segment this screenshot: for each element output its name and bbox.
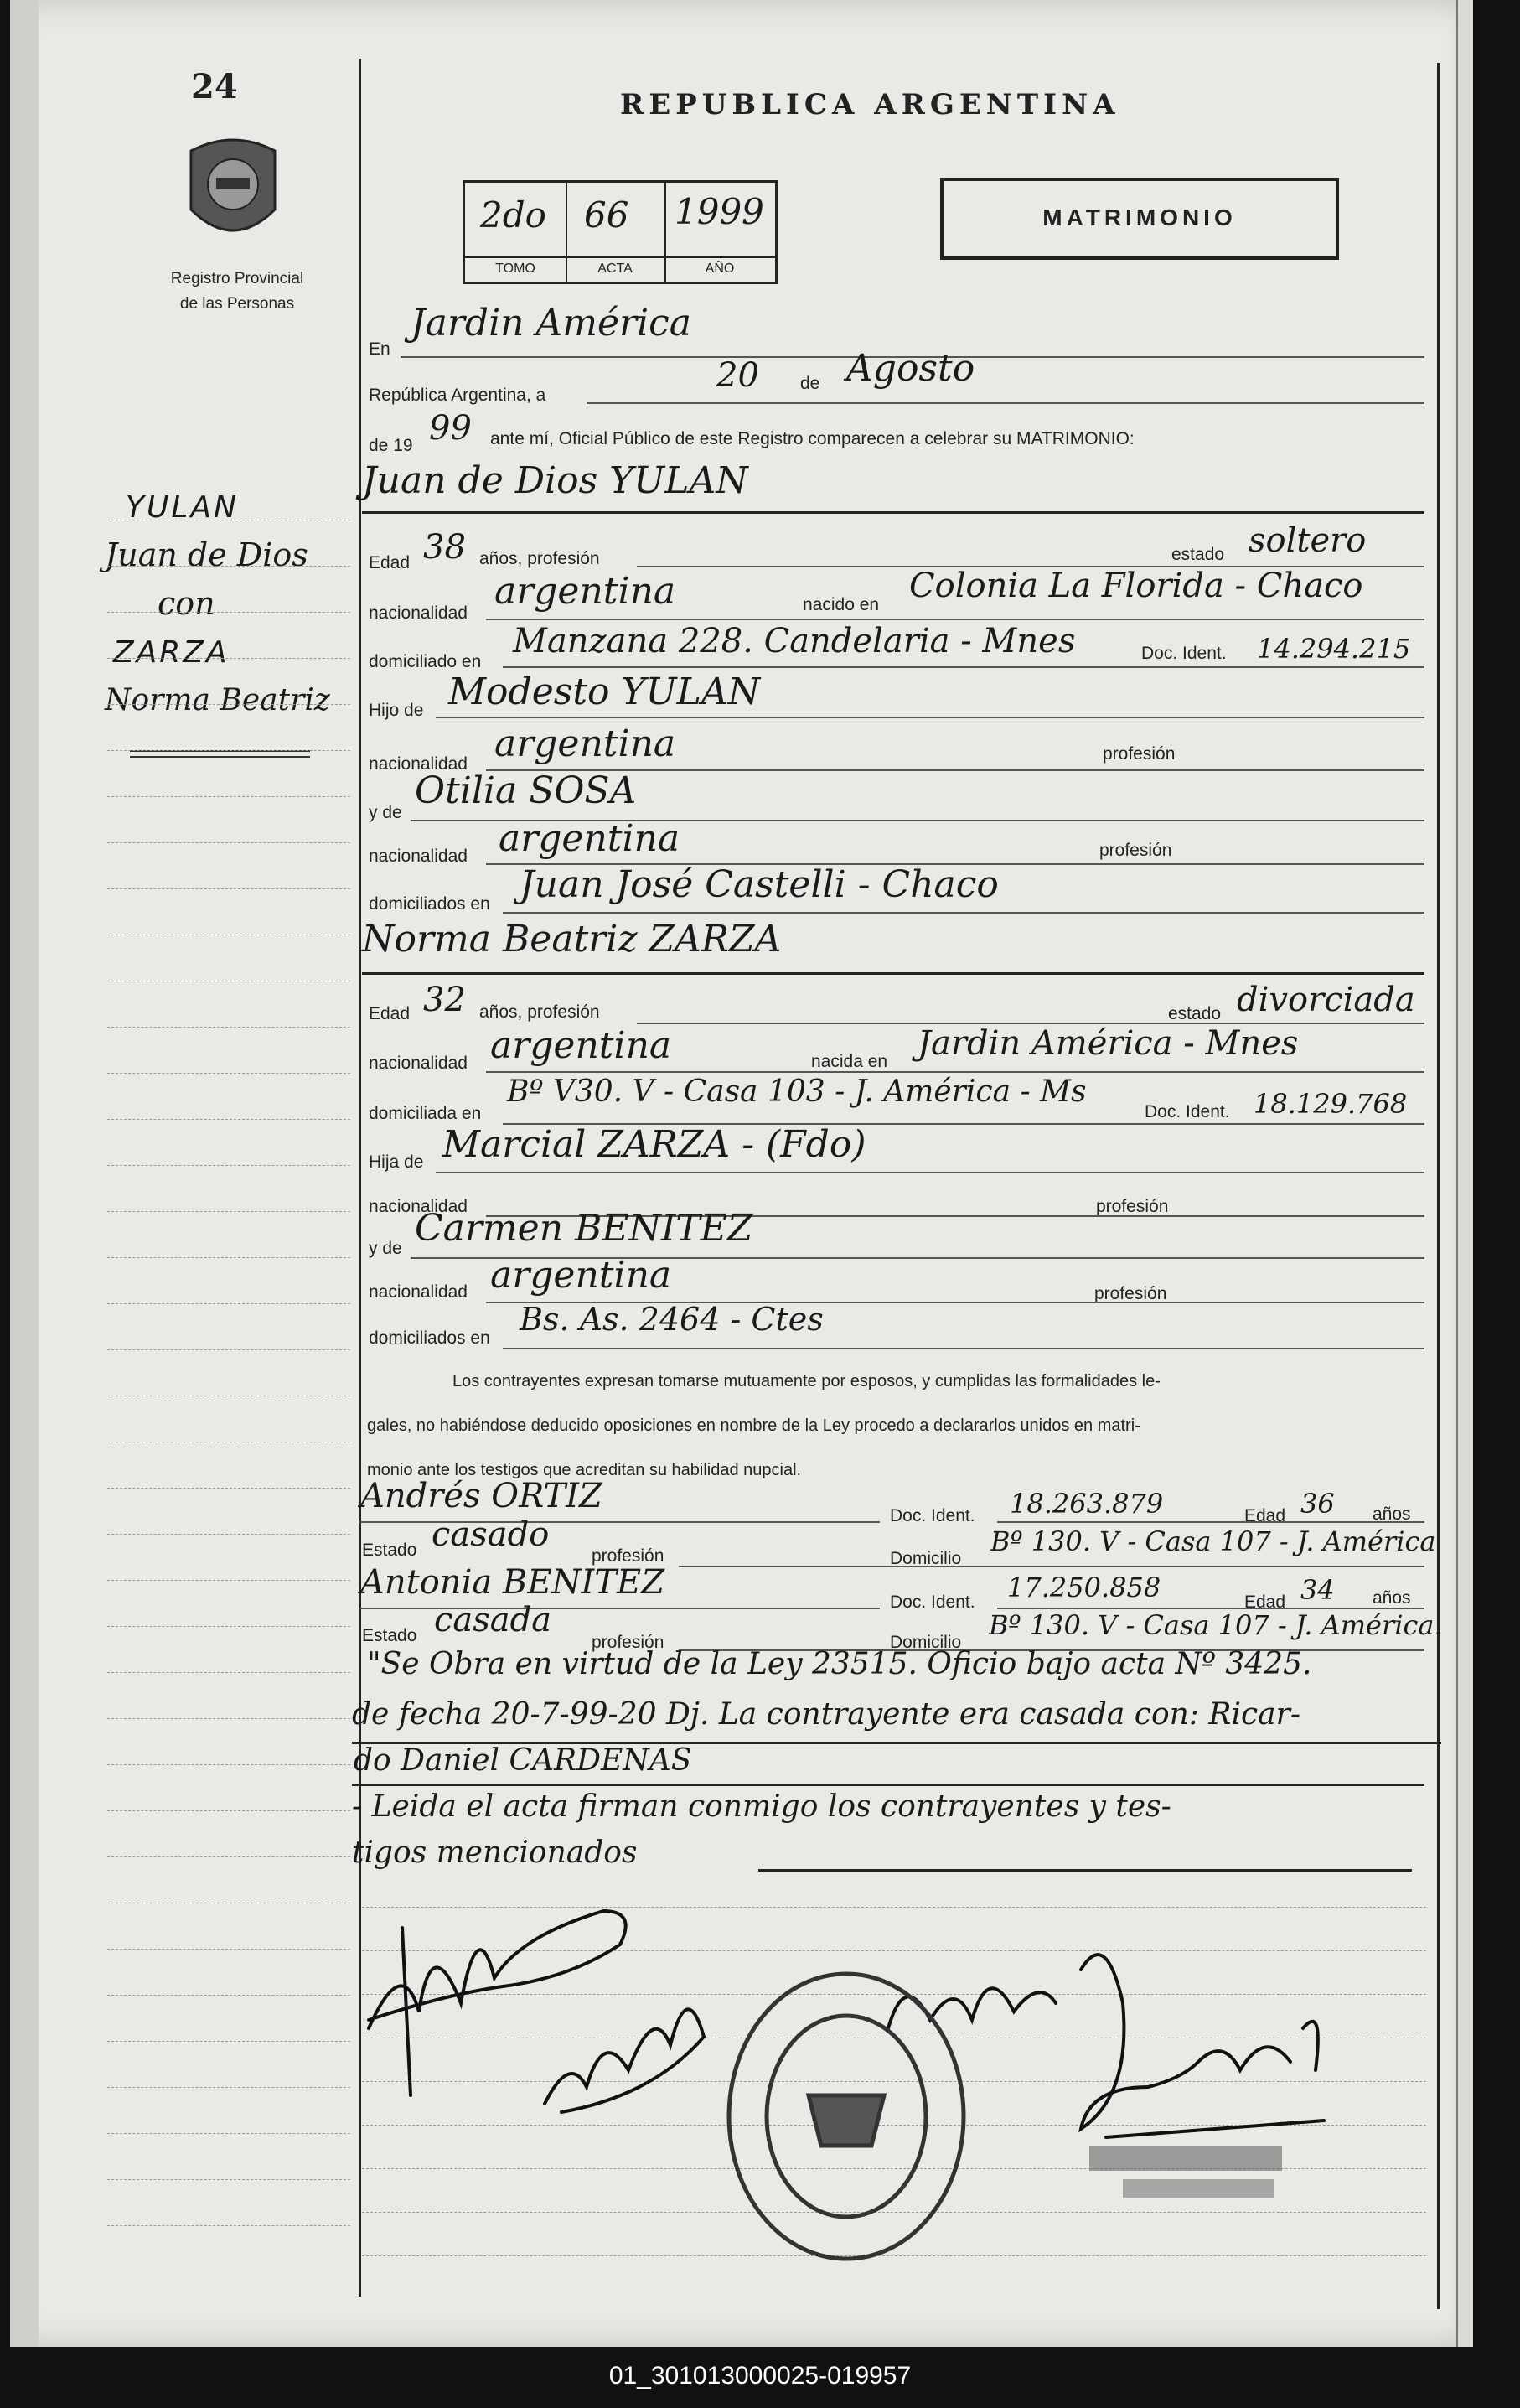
margin-con: con: [158, 585, 215, 622]
bride-name: Norma Beatriz ZARZA: [362, 918, 782, 961]
rule: [679, 1566, 1424, 1567]
bride-father-nat-label: nacionalidad: [369, 1197, 468, 1216]
bride-estado: divorciada: [1237, 981, 1415, 1019]
groom-mother: Otilia SOSA: [415, 769, 637, 812]
margin-ruled-line: [107, 1257, 350, 1258]
groom-dom-label: domiciliado en: [369, 652, 482, 671]
witness-2-estado-label: Estado: [362, 1626, 417, 1645]
rule: [436, 717, 1424, 718]
groom-age: 38: [423, 528, 466, 567]
acta-label: ACTA: [566, 256, 664, 277]
margin-ruled-line: [107, 2225, 350, 2226]
intro-statement: ante mí, Oficial Público de este Registro comparecen a celebrar su MATRIMONIO:: [490, 429, 1135, 448]
official-stamp: [729, 1974, 964, 2259]
margin-ruled-line: [107, 704, 350, 705]
margin-name-groom: Juan de Dios: [105, 536, 308, 573]
acta-value: 66: [584, 194, 629, 236]
witness-2-name: Antonia BENITEZ: [360, 1563, 664, 1602]
groom-estado-label: estado: [1171, 545, 1225, 564]
margin-surname-groom: YULAN: [126, 490, 239, 525]
place: Jardin América: [411, 302, 691, 344]
republica-label: República Argentina, a: [369, 386, 546, 405]
note-line-5: tigos mencionados: [352, 1836, 638, 1870]
bride-yde-label: y de: [369, 1239, 402, 1258]
witness-2-doc: 17.250.858: [1007, 1572, 1161, 1603]
bride-doc: 18.129.768: [1254, 1088, 1408, 1120]
margin-ruled-line: [107, 1488, 350, 1489]
groom-nacido-label: nacido en: [803, 595, 880, 614]
rule: [436, 1172, 1424, 1173]
bride-estado-label: estado: [1168, 1004, 1222, 1023]
bride-prof-label: años, profesión: [479, 1002, 600, 1022]
page-edge: [1456, 0, 1473, 2347]
bride-doc-label: Doc. Ident.: [1145, 1102, 1230, 1121]
witness-2-anos-label: años: [1373, 1588, 1411, 1608]
margin-ruled-line: [107, 2179, 350, 2180]
witness-1-age: 36: [1300, 1488, 1335, 1520]
rule: [486, 1071, 1424, 1073]
tomo-value: 2do: [480, 194, 546, 236]
note-line-2: de fecha 20-7-99-20 Dj. La contrayente era casada con: Ricar-: [352, 1697, 1301, 1732]
rule: [997, 1521, 1424, 1523]
groom-mother-prof-label: profesión: [1099, 841, 1172, 860]
bride-mother-prof-label: profesión: [1094, 1284, 1167, 1303]
witness-1-doc: 18.263.879: [1010, 1488, 1164, 1520]
day: 20: [716, 356, 759, 395]
margin-ruled-line: [107, 1073, 350, 1074]
margin-ruled-line: [107, 1211, 350, 1212]
de19-label: de 19: [369, 436, 413, 455]
margin-name-bride: Norma Beatriz: [105, 683, 330, 717]
groom-parents-dom-label: domiciliados en: [369, 894, 490, 914]
margin-ruled-line: [107, 2041, 350, 2042]
en-label: En: [369, 339, 390, 359]
de-label: de: [800, 374, 820, 393]
margin-ruled-line: [107, 842, 350, 843]
margin-ruled-line: [107, 2133, 350, 2134]
groom-yde-label: y de: [369, 803, 402, 822]
groom-mother-nat: argentina: [499, 817, 680, 860]
witness-1-dom-label: Domicilio: [890, 1549, 962, 1568]
groom-name: Juan de Dios YULAN: [362, 459, 748, 502]
rule: [758, 1869, 1412, 1872]
groom-prof-label: años, profesión: [479, 549, 600, 568]
margin-ruled-line: [107, 888, 350, 889]
margin-ruled-line: [107, 2087, 350, 2088]
witness-1-name: Andrés ORTIZ: [360, 1477, 602, 1515]
margin-ruled-line: [107, 1810, 350, 1811]
note-line-4: - Leida el acta firman conmigo los contrayentes y tes-: [352, 1789, 1171, 1824]
record-number-box: [463, 180, 778, 284]
witness-1-prof-label: profesión: [592, 1546, 664, 1566]
groom-nationality: argentina: [494, 570, 676, 613]
witness-2-prof-label: profesión: [592, 1633, 664, 1652]
registry-line-2: de las Personas: [179, 295, 295, 313]
record-type: MATRIMONIO: [1042, 205, 1237, 230]
note-line-1: "Se Obra en virtud de la Ley 23515. Oficio bajo acta Nº 3425.: [367, 1647, 1312, 1681]
bride-address: Bº V30. V - Casa 103 - J. América - Ms: [507, 1075, 1087, 1109]
groom-father-prof-label: profesión: [1103, 744, 1176, 764]
margin-ruled-line: [107, 1303, 350, 1304]
margin-double-line: [130, 750, 310, 758]
rule: [503, 1348, 1424, 1349]
witness-2-doc-label: Doc. Ident.: [890, 1592, 975, 1612]
margin-ruled-line: [107, 750, 350, 751]
page-number: 24: [191, 67, 238, 106]
bride-mother: Carmen BENITEZ: [415, 1207, 753, 1250]
witness-2-address: Bº 130. V - Casa 107 - J. América.: [989, 1609, 1443, 1641]
year-suffix: 99: [429, 409, 472, 448]
witness-1-edad-label: Edad: [1244, 1506, 1286, 1525]
document-id: 01_301013000025-019957: [608, 2362, 912, 2390]
groom-nat-label: nacionalidad: [369, 603, 468, 623]
bride-nat-label: nacionalidad: [369, 1054, 468, 1073]
bride-father: Marcial ZARZA - (Fdo): [442, 1123, 866, 1166]
margin-ruled-line: [107, 796, 350, 797]
bride-hija-label: Hija de: [369, 1152, 424, 1172]
margin-ruled-line: [107, 1349, 350, 1350]
bride-nationality: argentina: [490, 1024, 672, 1067]
groom-estado: soltero: [1249, 521, 1367, 560]
rule: [503, 666, 1424, 668]
rule: [362, 972, 1424, 975]
tomo-label: TOMO: [465, 256, 566, 277]
margin-ruled-line: [107, 658, 350, 659]
bride-parents-dom-label: domiciliados en: [369, 1328, 490, 1348]
witness-1-doc-label: Doc. Ident.: [890, 1506, 975, 1525]
margin-ruled-line: [107, 1949, 350, 1950]
registry-line-1: Registro Provincial: [170, 270, 304, 287]
bride-edad-label: Edad: [369, 1004, 411, 1023]
rule: [503, 912, 1424, 914]
bride-parents-address: Bs. As. 2464 - Ctes: [520, 1301, 824, 1338]
groom-mother-nat-label: nacionalidad: [369, 847, 468, 866]
groom-father: Modesto YULAN: [448, 671, 761, 713]
margin-ruled-line: [107, 1718, 350, 1719]
bride-mother-nat-label: nacionalidad: [369, 1282, 468, 1302]
declaration-line-3: monio ante los testigos que acreditan su habilidad nupcial.: [367, 1461, 802, 1479]
bride-father-prof-label: profesión: [1096, 1197, 1169, 1216]
anio-label: AÑO: [664, 256, 775, 277]
margin-ruled-line: [107, 566, 350, 567]
margin-ruled-line: [107, 1534, 350, 1535]
rule: [362, 511, 1424, 514]
bride-birthplace: Jardin América - Mnes: [918, 1024, 1299, 1063]
margin-ruled-line: [107, 1027, 350, 1028]
margin-ruled-line: [107, 1764, 350, 1765]
witness-2-estado: casada: [434, 1601, 552, 1639]
anio-value: 1999: [675, 191, 764, 232]
witness-1-estado: casado: [432, 1515, 550, 1554]
bride-mother-nat: argentina: [490, 1254, 672, 1297]
groom-father-nat: argentina: [494, 722, 676, 765]
record-type-box: [940, 178, 1339, 260]
witness-1-address: Bº 130. V - Casa 107 - J. América: [990, 1525, 1436, 1557]
witness-2-edad-label: Edad: [1244, 1592, 1286, 1612]
month: Agosto: [846, 347, 975, 390]
rule: [486, 619, 1424, 620]
margin-ruled-line: [107, 612, 350, 613]
book-binding: [10, 0, 39, 2347]
groom-doc: 14.294.215: [1257, 633, 1411, 665]
margin-ruled-line: [107, 1580, 350, 1581]
margin-ruled-line: [107, 1995, 350, 1996]
witness-2-dom-label: Domicilio: [890, 1633, 962, 1652]
country-heading: REPUBLICA ARGENTINA: [620, 88, 1120, 122]
declaration-line-1: Los contrayentes expresan tomarse mutuamente por esposos, y cumplidas las formalidades le-: [452, 1372, 1161, 1390]
margin-ruled-line: [107, 1856, 350, 1857]
groom-birthplace: Colonia La Florida - Chaco: [909, 567, 1363, 605]
note-line-3: do Daniel CARDENAS: [354, 1743, 692, 1778]
groom-hijo-label: Hijo de: [369, 701, 424, 720]
margin-surname-bride: ZARZA: [113, 635, 230, 670]
rule: [352, 1784, 1424, 1786]
groom-address: Manzana 228. Candelaria - Mnes: [513, 622, 1076, 660]
bride-nacida-label: nacida en: [811, 1052, 888, 1071]
groom-edad-label: Edad: [369, 553, 411, 572]
margin-ruled-line: [107, 1165, 350, 1166]
bride-dom-label: domiciliada en: [369, 1104, 482, 1123]
signatures: [352, 1877, 1441, 2313]
margin-ruled-line: [107, 1626, 350, 1627]
witness-1-estado-label: Estado: [362, 1541, 417, 1560]
bride-age: 32: [423, 981, 466, 1019]
provincial-seal-icon: [183, 134, 283, 251]
rule: [587, 402, 1424, 404]
groom-father-nat-label: nacionalidad: [369, 754, 468, 774]
declaration-line-2: gales, no habiéndose deducido oposiciones en nombre de la Ley procedo a declararlos unidos en matri-: [367, 1416, 1140, 1435]
witness-2-age: 34: [1300, 1574, 1335, 1606]
witness-1-anos-label: años: [1373, 1504, 1411, 1524]
groom-parents-address: Juan José Castelli - Chaco: [520, 863, 999, 906]
groom-doc-label: Doc. Ident.: [1141, 644, 1227, 663]
margin-ruled-line: [107, 1119, 350, 1120]
margin-ruled-line: [107, 1672, 350, 1673]
